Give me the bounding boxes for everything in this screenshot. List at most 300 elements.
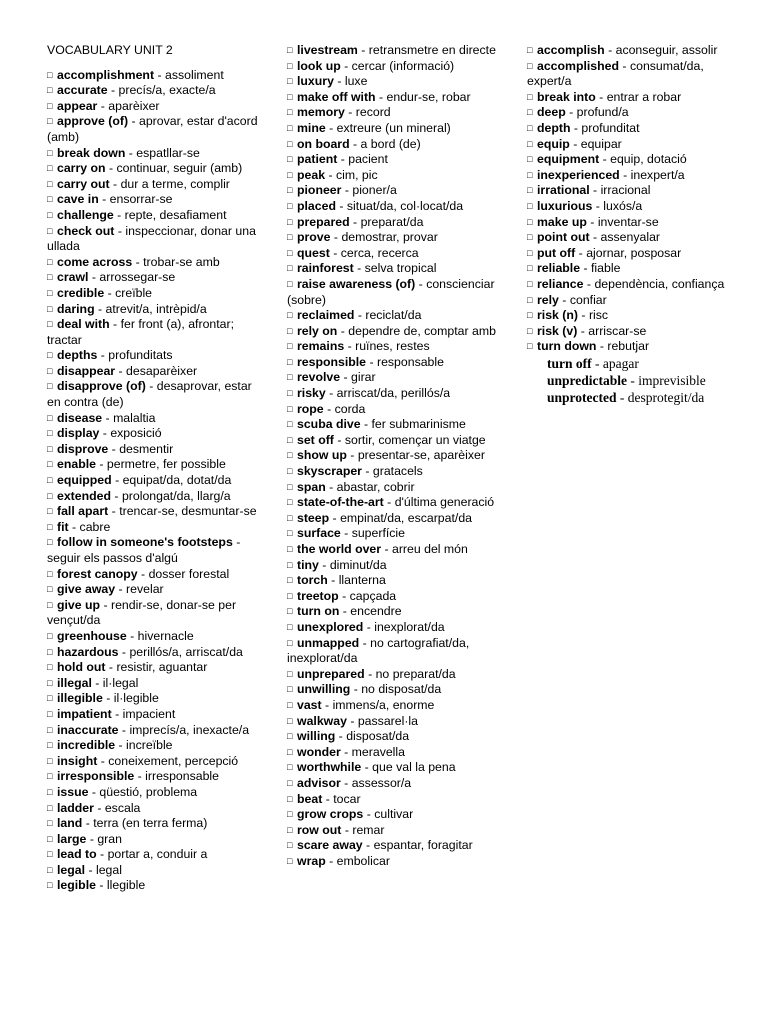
bullet-icon: □	[287, 107, 293, 118]
vocab-definition: fer front (a), afrontar; tractar	[47, 317, 235, 347]
vocab-separator: -	[109, 317, 121, 332]
vocab-term: walkway	[297, 713, 347, 728]
vocab-term: deep	[537, 105, 566, 120]
vocab-term: irresponsible	[57, 769, 135, 784]
vocab-term: disease	[57, 410, 103, 425]
vocab-entry	[47, 426, 262, 442]
vocab-term: legal	[57, 862, 86, 877]
vocab-term: impatient	[57, 706, 112, 721]
vocab-entry	[47, 348, 262, 364]
vocab-separator: -	[359, 635, 371, 650]
vocab-entry	[287, 526, 502, 542]
vocab-entry	[287, 183, 502, 199]
vocab-entry	[47, 582, 262, 598]
bullet-icon: □	[47, 194, 53, 205]
bullet-icon: □	[527, 45, 533, 55]
vocab-separator: -	[589, 230, 601, 245]
vocab-separator: -	[105, 660, 117, 675]
vocab-entry	[287, 121, 502, 137]
vocab-term: accomplishment	[57, 67, 155, 82]
vocab-entry-serif	[527, 355, 727, 372]
vocab-separator: -	[577, 323, 589, 338]
bullet-icon: □	[47, 864, 53, 875]
vocab-definition: immens/a, enorme	[332, 697, 435, 712]
vocab-separator: -	[323, 401, 335, 416]
bullet-icon: □	[287, 45, 293, 55]
vocab-entry	[287, 776, 502, 792]
vocab-separator: -	[97, 348, 109, 363]
vocab-separator: -	[114, 223, 126, 238]
vocab-definition: consumat/da, expert/a	[527, 58, 704, 89]
vocab-definition: assoliment	[164, 67, 224, 82]
vocab-term: steep	[297, 510, 330, 525]
vocab-definition: selva tropical	[364, 261, 437, 276]
vocabulary-column-1	[47, 43, 262, 894]
vocab-separator: -	[333, 74, 345, 89]
vocab-separator: -	[118, 644, 130, 659]
bullet-icon: □	[47, 147, 53, 158]
vocab-entry	[47, 691, 262, 707]
vocab-definition: reciclat/da	[365, 308, 422, 323]
vocab-entry	[527, 324, 727, 340]
vocab-definition: profunditat	[581, 120, 640, 135]
vocab-definition: preparat/da	[360, 214, 424, 229]
bullet-icon: □	[287, 684, 293, 695]
vocab-entry	[287, 464, 502, 480]
vocab-term: hold out	[57, 660, 106, 675]
vocab-term: rainforest	[297, 261, 354, 276]
vocab-separator: -	[325, 167, 336, 182]
vocab-separator: -	[344, 105, 356, 120]
vocab-separator: -	[125, 145, 137, 160]
vocab-separator: -	[580, 261, 592, 276]
bullet-icon: □	[287, 232, 293, 243]
vocab-separator: -	[354, 308, 366, 323]
vocab-definition: precís/a, exacte/a	[118, 83, 216, 98]
bullet-icon: □	[47, 724, 53, 735]
vocab-term: accomplish	[537, 43, 605, 57]
vocab-separator: -	[109, 176, 121, 191]
vocab-separator: -	[318, 557, 330, 572]
vocab-definition: superfície	[351, 526, 406, 541]
vocab-entry	[527, 43, 727, 59]
vocab-term: equip	[537, 136, 570, 151]
vocab-entry	[527, 168, 727, 184]
vocab-term: deal with	[57, 317, 110, 332]
vocab-separator: -	[586, 214, 598, 229]
bullet-icon: □	[527, 169, 533, 180]
vocab-entry	[47, 302, 262, 318]
vocab-entry	[47, 504, 262, 520]
vocab-term: unwilling	[297, 682, 351, 697]
vocab-separator: -	[113, 207, 125, 222]
vocab-definition: trencar-se, desmuntar-se	[119, 504, 257, 519]
vocab-term: rope	[297, 401, 324, 416]
vocab-entry	[287, 402, 502, 418]
vocab-entry	[47, 520, 262, 536]
vocab-definition: coneixement, percepció	[108, 753, 239, 768]
vocab-definition: gratacels	[372, 464, 423, 479]
bullet-icon: □	[287, 403, 293, 414]
bullet-icon: □	[287, 497, 293, 508]
vocab-separator: -	[100, 597, 111, 612]
vocab-term: give up	[57, 597, 101, 612]
vocab-separator: -	[93, 800, 105, 815]
vocab-separator: -	[346, 713, 358, 728]
vocab-separator: -	[341, 822, 353, 837]
vocab-separator: -	[95, 878, 107, 893]
vocab-entry	[287, 838, 502, 854]
vocab-entry	[47, 177, 262, 193]
vocab-term: unprotected	[547, 389, 617, 405]
vocab-separator: -	[619, 167, 631, 182]
vocab-entry	[287, 90, 502, 106]
vocab-definition: desaprovar, estar en contra (de)	[47, 379, 252, 410]
bullet-icon: □	[47, 475, 53, 486]
vocab-definition: resistir, aguantar	[116, 660, 208, 675]
bullet-icon: □	[287, 715, 293, 726]
bullet-icon: □	[47, 287, 53, 298]
vocab-term: large	[57, 831, 87, 846]
bullet-icon: □	[287, 731, 293, 742]
vocab-entry	[527, 308, 727, 324]
vocab-entry	[47, 863, 262, 879]
bullet-icon: □	[47, 880, 53, 891]
bullet-icon: □	[287, 216, 293, 227]
vocab-separator: -	[591, 355, 603, 371]
vocab-term: unpredictable	[547, 372, 628, 388]
vocab-entry	[47, 146, 262, 162]
vocab-entry	[287, 682, 502, 698]
vocab-definition: permetre, fer possible	[106, 457, 226, 472]
vocab-entry	[47, 754, 262, 770]
vocab-definition: dependència, confiança	[594, 276, 725, 291]
vocab-definition: increïble	[126, 738, 173, 753]
vocab-definition: terra (en terra ferma)	[93, 816, 208, 831]
bullet-icon: □	[287, 481, 293, 492]
vocab-definition: equip, dotació	[610, 152, 687, 167]
vocab-entry	[527, 261, 727, 277]
vocab-term: disappear	[57, 363, 116, 378]
vocab-term: unprepared	[297, 666, 365, 681]
bullet-icon: □	[287, 621, 293, 632]
vocab-separator: -	[619, 58, 630, 73]
vocab-separator: -	[126, 628, 138, 643]
vocab-definition: passarel·la	[357, 713, 418, 728]
vocab-separator: -	[616, 389, 628, 405]
vocab-entry	[47, 255, 262, 271]
bullet-icon: □	[47, 116, 53, 127]
vocab-definition: embolicar	[336, 853, 390, 868]
vocab-term: forest canopy	[57, 566, 138, 581]
vocab-separator: -	[339, 604, 351, 619]
vocab-separator: -	[350, 682, 362, 697]
vocab-definition: tocar	[333, 791, 361, 806]
vocab-definition: qüestió, problema	[99, 784, 198, 799]
bullet-icon: □	[47, 506, 53, 517]
vocab-term: peak	[297, 167, 326, 182]
vocab-definition: equipar	[580, 136, 622, 151]
vocab-separator: -	[604, 43, 616, 57]
vocab-separator: -	[599, 152, 611, 167]
vocab-term: inaccurate	[57, 722, 119, 737]
vocab-entry	[47, 473, 262, 489]
vocab-entry	[527, 152, 727, 168]
vocab-definition: legal	[95, 862, 122, 877]
vocab-entry	[287, 370, 502, 386]
vocab-separator: -	[353, 261, 365, 276]
bullet-icon: □	[287, 76, 293, 87]
vocab-separator: -	[366, 354, 377, 369]
bullet-icon: □	[47, 365, 53, 376]
vocab-definition: il·legal	[102, 675, 139, 690]
bullet-icon: □	[287, 777, 293, 788]
vocab-definition: prolongat/da, llarg/a	[121, 488, 231, 503]
vocab-term: break down	[57, 145, 126, 160]
vocab-definition: imprecís/a, inexacte/a	[129, 722, 250, 737]
vocab-term: unexplored	[297, 619, 364, 634]
vocab-entry	[47, 676, 262, 692]
vocab-definition: assessor/a	[351, 775, 412, 790]
vocab-definition: inventar-se	[597, 214, 659, 229]
vocab-term: reliance	[537, 276, 584, 291]
vocab-term: reliable	[537, 261, 581, 276]
bullet-icon: □	[287, 450, 293, 461]
vocab-definition: presentar-se, aparèixer	[357, 448, 485, 463]
vocab-separator: -	[128, 114, 139, 129]
vocab-separator: -	[346, 448, 358, 463]
vocab-term: illegal	[57, 675, 92, 690]
vocab-entry	[287, 417, 502, 433]
vocab-definition: exposició	[110, 426, 162, 441]
vocab-definition: equipat/da, dotat/da	[122, 473, 232, 488]
vocab-entry	[47, 535, 262, 566]
vocab-definition: aconseguir, assolir	[615, 43, 718, 57]
vocab-definition: desaparèixer	[126, 363, 198, 378]
vocab-entry	[527, 183, 727, 199]
vocab-term: vast	[297, 697, 322, 712]
vocab-separator: -	[102, 691, 114, 706]
vocab-entry	[47, 769, 262, 785]
vocab-term: incredible	[57, 738, 116, 753]
vocab-term: land	[57, 816, 83, 831]
vocab-definition: a bord (de)	[360, 136, 421, 151]
vocab-separator: -	[381, 542, 392, 556]
vocab-definition: fer submarinisme	[371, 417, 466, 432]
bullet-icon: □	[287, 559, 293, 570]
vocab-term: display	[57, 426, 100, 441]
vocab-definition: irracional	[600, 183, 651, 198]
vocab-entry	[287, 620, 502, 636]
bullet-icon: □	[47, 599, 53, 610]
vocab-separator: -	[111, 706, 123, 721]
vocab-definition: rebutjar	[607, 339, 650, 354]
vocab-separator: -	[115, 582, 127, 597]
vocab-term: illegible	[57, 691, 103, 706]
vocab-definition: no preparat/da	[375, 666, 456, 681]
vocab-term: row out	[297, 822, 342, 837]
bullet-icon: □	[527, 91, 533, 102]
vocab-separator: -	[91, 675, 103, 690]
vocab-separator: -	[340, 775, 352, 790]
vocab-definition: empinat/da, escarpat/da	[340, 510, 472, 525]
vocab-entry	[287, 433, 502, 449]
bullet-icon: □	[47, 225, 53, 236]
vocab-separator: -	[361, 464, 373, 479]
vocab-term: extended	[57, 488, 111, 503]
vocab-definition: llegible	[106, 878, 146, 893]
vocab-definition: entrar a robar	[606, 89, 682, 104]
vocab-separator: -	[415, 276, 427, 291]
vocab-separator: -	[137, 566, 149, 581]
vocab-entry	[527, 215, 727, 231]
vocab-separator: -	[362, 838, 374, 853]
vocab-definition: malaltia	[113, 410, 156, 425]
vocab-entry-serif	[527, 389, 727, 406]
bullet-icon: □	[527, 310, 533, 321]
vocab-separator: -	[115, 363, 127, 378]
vocab-entry	[287, 215, 502, 231]
vocab-separator: -	[565, 105, 577, 120]
bullet-icon: □	[287, 528, 293, 539]
vocab-entry	[287, 760, 502, 776]
vocab-separator: -	[68, 519, 80, 534]
document-title: VOCABULARY UNIT 2	[47, 43, 173, 57]
vocab-term: rely	[537, 292, 559, 307]
vocab-definition: confiar	[569, 292, 607, 307]
vocab-entry	[47, 68, 262, 84]
vocab-entry	[47, 598, 262, 629]
vocab-entry	[47, 364, 262, 380]
bullet-icon: □	[47, 833, 53, 844]
vocab-definition: ruïnes, restes	[355, 339, 430, 354]
vocab-definition: endur-se, robar	[386, 89, 471, 104]
vocab-term: credible	[57, 285, 105, 300]
bullet-icon: □	[287, 434, 293, 445]
vocab-entry	[47, 645, 262, 661]
vocab-entry	[47, 114, 262, 145]
vocab-entry	[287, 386, 502, 402]
bullet-icon: □	[47, 755, 53, 766]
vocab-term: accurate	[57, 83, 108, 98]
vocab-term: responsible	[297, 354, 367, 369]
vocab-term: pioneer	[297, 183, 342, 198]
bullet-icon: □	[287, 637, 293, 648]
bullet-icon: □	[287, 138, 293, 149]
vocab-definition: dosser forestal	[148, 566, 230, 581]
vocab-term: luxurious	[537, 198, 593, 213]
bullet-icon: □	[527, 247, 533, 258]
vocab-separator: -	[337, 323, 349, 338]
vocab-entry	[287, 729, 502, 745]
vocab-separator: -	[95, 457, 107, 472]
vocab-separator: -	[88, 784, 100, 799]
vocab-definition: irresponsable	[145, 769, 219, 784]
bullet-icon: □	[527, 325, 533, 336]
vocab-definition: trobar-se amb	[143, 254, 220, 269]
vocab-term: willing	[297, 729, 336, 744]
vocab-definition: record	[355, 105, 391, 120]
bullet-icon: □	[47, 740, 53, 751]
vocab-definition: abastar, cobrir	[336, 479, 415, 494]
vocab-entry	[527, 339, 727, 355]
vocab-separator: -	[232, 535, 241, 550]
vocab-term: span	[297, 479, 326, 494]
vocab-definition: atrevit/a, intrèpid/a	[105, 301, 207, 316]
bullet-icon: □	[47, 646, 53, 657]
vocab-definition: luxe	[344, 74, 368, 89]
vocabulary-column-3	[527, 43, 727, 406]
vocab-entry	[287, 199, 502, 215]
vocab-separator: -	[327, 573, 339, 588]
vocab-term: risky	[297, 386, 326, 401]
vocab-term: state-of-the-art	[297, 495, 384, 510]
vocab-definition: cultivar	[374, 807, 414, 822]
vocab-entry	[47, 286, 262, 302]
vocab-separator: -	[325, 853, 337, 868]
bullet-icon: □	[287, 606, 293, 617]
vocab-entry	[47, 161, 262, 177]
vocab-term: make off with	[297, 89, 376, 104]
vocab-separator: -	[325, 120, 337, 135]
bullet-icon: □	[47, 771, 53, 782]
vocab-definition: remar	[352, 822, 385, 837]
vocab-term: give away	[57, 582, 116, 597]
vocab-term: turn on	[297, 604, 340, 619]
vocab-definition: arrossegar-se	[99, 270, 176, 285]
vocab-entry	[287, 558, 502, 574]
vocab-separator: -	[575, 245, 587, 260]
vocab-term: point out	[537, 230, 590, 245]
vocab-term: skyscraper	[297, 464, 362, 479]
vocab-entry	[47, 878, 262, 894]
vocab-term: crawl	[57, 270, 89, 285]
bullet-icon: □	[47, 319, 53, 330]
vocab-definition: aprovar, estar d'acord (amb)	[47, 114, 258, 144]
bullet-icon: □	[287, 263, 293, 274]
vocab-separator: -	[111, 473, 123, 488]
vocab-definition: meravella	[351, 744, 405, 759]
vocab-separator: -	[338, 588, 350, 603]
vocab-term: placed	[297, 198, 336, 213]
vocab-term: raise awareness (of)	[297, 276, 416, 291]
vocab-term: follow in someone's footsteps	[57, 535, 233, 550]
vocab-separator: -	[85, 862, 96, 877]
vocab-entry	[287, 573, 502, 589]
bullet-icon: □	[287, 200, 293, 211]
bullet-icon: □	[47, 786, 53, 797]
vocab-term: equipment	[537, 152, 600, 167]
vocab-entry	[47, 832, 262, 848]
vocab-separator: -	[364, 666, 376, 681]
vocab-term: inexperienced	[537, 167, 620, 182]
vocab-term: on board	[297, 136, 350, 151]
vocab-term: luxury	[297, 74, 334, 89]
vocab-term: legible	[57, 878, 96, 893]
vocab-entry	[287, 745, 502, 761]
vocab-definition: pacient	[348, 152, 388, 167]
bullet-icon: □	[287, 746, 293, 757]
vocab-term: beat	[297, 791, 323, 806]
vocab-entry	[47, 208, 262, 224]
vocab-term: set off	[297, 432, 334, 447]
vocabulary-column-2	[287, 43, 502, 869]
vocab-term: risk (v)	[537, 323, 578, 338]
vocab-term: scuba dive	[297, 417, 361, 432]
vocab-term: scare away	[297, 838, 363, 853]
vocab-definition: creïble	[115, 285, 153, 300]
vocab-separator: -	[330, 230, 342, 245]
